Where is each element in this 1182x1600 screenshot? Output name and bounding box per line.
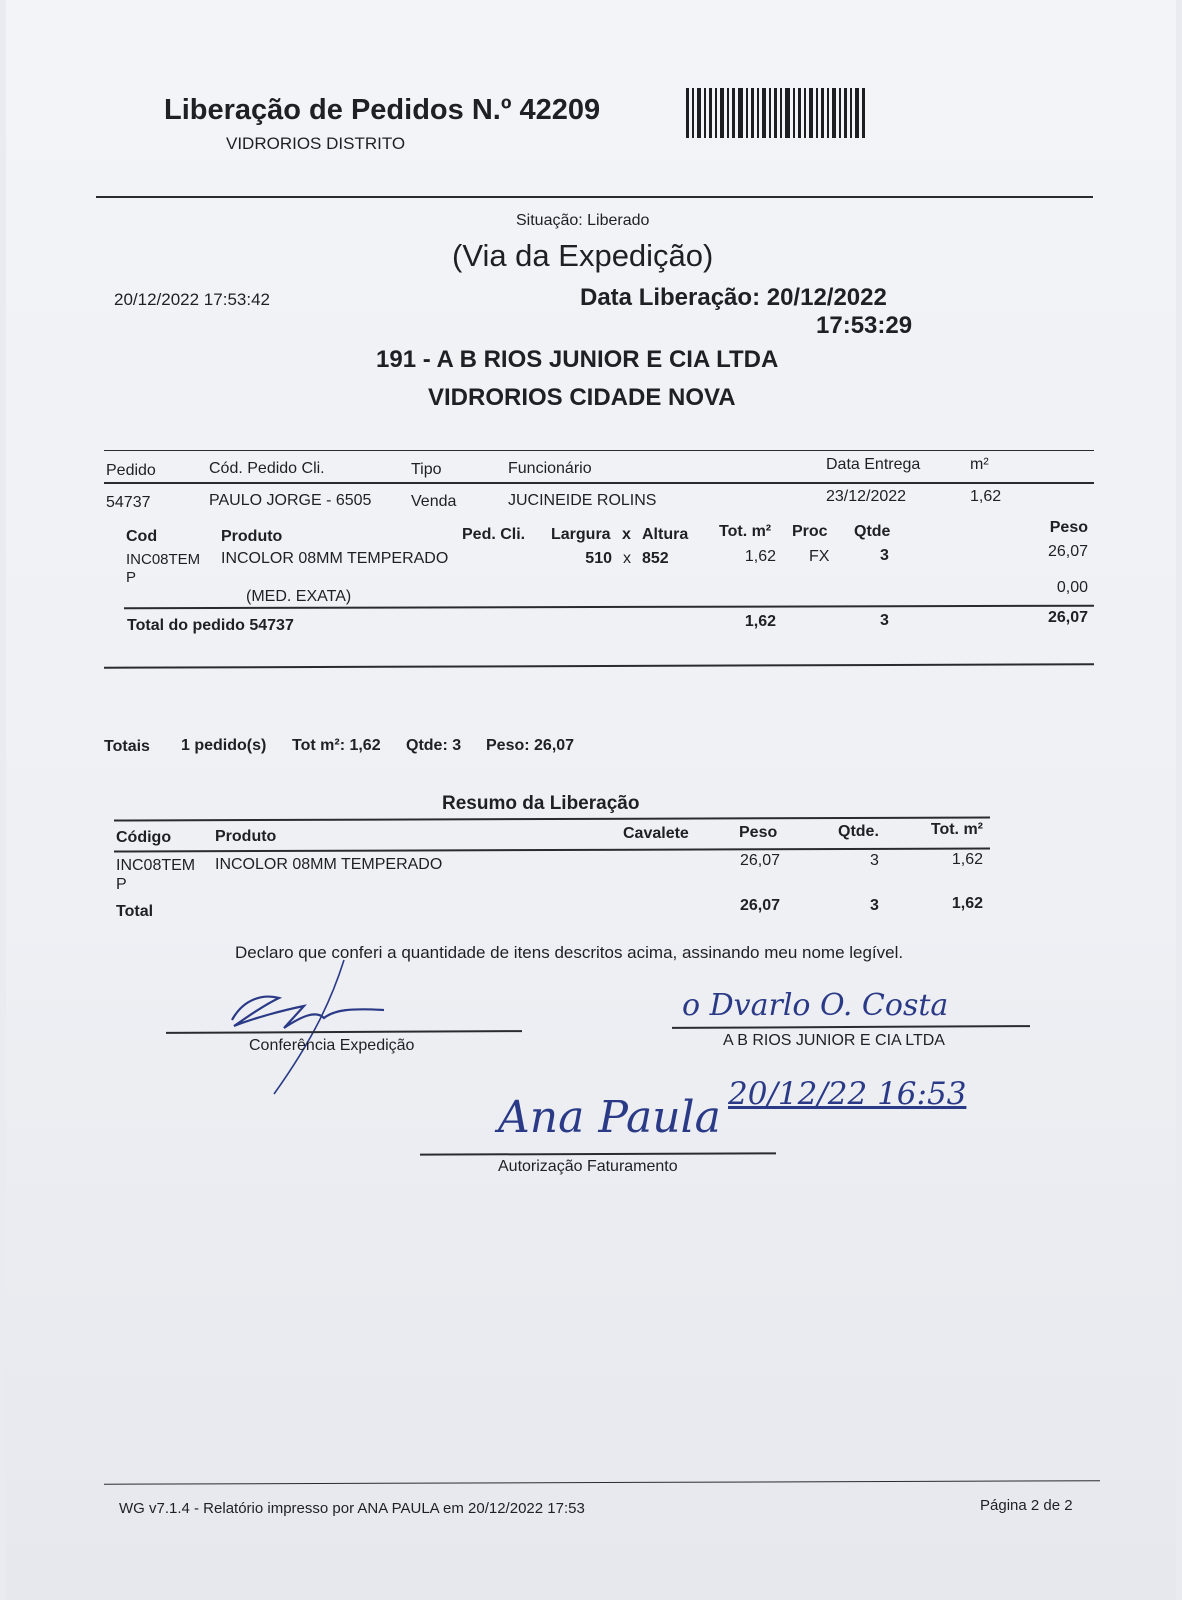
totals-label: Totais <box>104 738 150 755</box>
item-proc: FX <box>809 548 830 565</box>
release-date: Data Liberação: 20/12/2022 <box>580 284 887 311</box>
order-pedido: 54737 <box>106 494 151 511</box>
totals-peso: Peso: 26,07 <box>486 737 575 754</box>
document-title: Liberação de Pedidos N.º 42209 <box>164 94 601 126</box>
item-header-peso: Peso <box>1049 519 1088 536</box>
item-peso: 26,07 <box>1047 543 1088 560</box>
summary-header-codigo: Código <box>116 829 172 846</box>
footer-report-info: WG v7.1.4 - Relatório impresso por ANA PAULA em 20/12/2022 17:53 <box>119 1500 585 1517</box>
summary-header-qtde: Qtde. <box>838 823 879 840</box>
copy-label: (Via da Expedição) <box>452 238 714 273</box>
summary-header-peso: Peso <box>739 824 778 841</box>
summary-codigo-line1: INC08TEM <box>116 857 196 874</box>
item-qtde: 3 <box>880 547 889 564</box>
summary-header-cavalete: Cavalete <box>623 825 689 842</box>
item-header-altura: Altura <box>642 526 689 543</box>
item-header-proc: Proc <box>792 523 828 540</box>
item-altura: 852 <box>642 550 669 567</box>
document-sheet <box>6 0 1176 1600</box>
col-header-tipo: Tipo <box>411 461 442 478</box>
totals-pedidos: 1 pedido(s) <box>181 737 267 754</box>
col-header-funcionario: Funcionário <box>508 460 592 477</box>
summary-header-tot-m2: Tot. m² <box>930 821 983 838</box>
totals-qtde: Qtde: 3 <box>406 737 462 754</box>
order-data-entrega: 23/12/2022 <box>826 488 907 505</box>
release-time: 17:53:29 <box>816 312 913 339</box>
order-cod-pedido-cli: PAULO JORGE - 6505 <box>209 492 372 509</box>
order-table-top-line <box>104 450 1094 451</box>
summary-total-label: Total <box>116 903 154 920</box>
autorizacao-handwritten-signature: Ana Paula <box>498 1092 721 1143</box>
order-total-peso: 26,07 <box>1047 609 1088 626</box>
company-name: VIDRORIOS DISTRITO <box>226 134 406 153</box>
order-tipo: Venda <box>411 493 457 510</box>
item-header-tot-m2: Tot. m² <box>719 523 772 540</box>
item-produto: INCOLOR 08MM TEMPERADO <box>221 550 449 567</box>
handwritten-datetime: 20/12/22 16:53 <box>728 1076 967 1112</box>
item-tot-m2: 1,62 <box>744 548 776 565</box>
summary-tot-m2: 1,62 <box>951 851 983 868</box>
item-header-ped-cli: Ped. Cli. <box>462 526 526 543</box>
item-cod-line2: P <box>126 569 137 586</box>
footer-line <box>104 1480 1100 1484</box>
header-divider <box>96 196 1093 198</box>
totals-tot-m2: Tot m²: 1,62 <box>292 737 381 754</box>
autorizacao-signature-line <box>420 1152 776 1155</box>
item-header-largura: Largura <box>551 526 611 543</box>
barcode-icon <box>686 88 866 140</box>
order-total-qtde: 3 <box>880 612 889 629</box>
summary-peso: 26,07 <box>739 852 780 869</box>
item-note-peso: 0,00 <box>1056 579 1088 596</box>
summary-produto: INCOLOR 08MM TEMPERADO <box>215 856 443 873</box>
client-handwritten-signature: o Dvarlo O. Costa <box>682 988 949 1023</box>
client-name: 191 - A B RIOS JUNIOR E CIA LTDA <box>376 346 779 373</box>
autorizacao-label: Autorização Faturamento <box>498 1158 678 1175</box>
order-header-line <box>104 482 1094 484</box>
summary-total-peso: 26,07 <box>739 897 780 914</box>
item-header-qtde: Qtde <box>854 523 891 540</box>
footer-page-number: Página 2 de 2 <box>980 1497 1073 1514</box>
col-header-m2: m² <box>970 456 989 473</box>
client-signature-label: A B RIOS JUNIOR E CIA LTDA <box>723 1032 945 1049</box>
item-cod-line1: INC08TEM <box>126 551 201 568</box>
summary-qtde: 3 <box>870 852 879 869</box>
summary-total-qtde: 3 <box>870 897 879 914</box>
item-header-cod: Cod <box>126 528 158 545</box>
summary-header-line <box>114 847 990 852</box>
item-header-x: x <box>622 526 631 543</box>
order-funcionario: JUCINEIDE ROLINS <box>508 492 657 509</box>
order-m2: 1,62 <box>970 488 1002 505</box>
summary-top-line <box>114 816 990 821</box>
conferencia-signature-icon <box>224 958 394 1098</box>
summary-total-tot-m2: 1,62 <box>951 895 983 912</box>
declaration-text: Declaro que conferi a quantidade de itens descritos acima, assinando meu nome legível. <box>235 943 904 962</box>
order-table-bottom-line <box>104 663 1094 668</box>
client-signature-line <box>672 1025 1030 1029</box>
order-total-tot-m2: 1,62 <box>744 613 776 630</box>
col-header-data-entrega: Data Entrega <box>826 456 921 473</box>
item-header-produto: Produto <box>221 528 283 545</box>
client-store: VIDRORIOS CIDADE NOVA <box>428 384 736 411</box>
summary-title: Resumo da Liberação <box>442 793 640 814</box>
item-x: x <box>623 550 631 567</box>
item-largura: 510 <box>585 550 612 567</box>
item-note: (MED. EXATA) <box>246 588 352 605</box>
print-datetime: 20/12/2022 17:53:42 <box>114 290 270 309</box>
summary-codigo-line2: P <box>116 876 127 893</box>
col-header-cod-pedido-cli: Cód. Pedido Cli. <box>209 460 325 477</box>
conferencia-label: Conferência Expedição <box>249 1037 415 1054</box>
order-total-label: Total do pedido 54737 <box>127 617 294 634</box>
col-header-pedido: Pedido <box>106 462 156 479</box>
situation-text: Situação: Liberado <box>516 212 650 229</box>
summary-header-produto: Produto <box>215 828 277 845</box>
